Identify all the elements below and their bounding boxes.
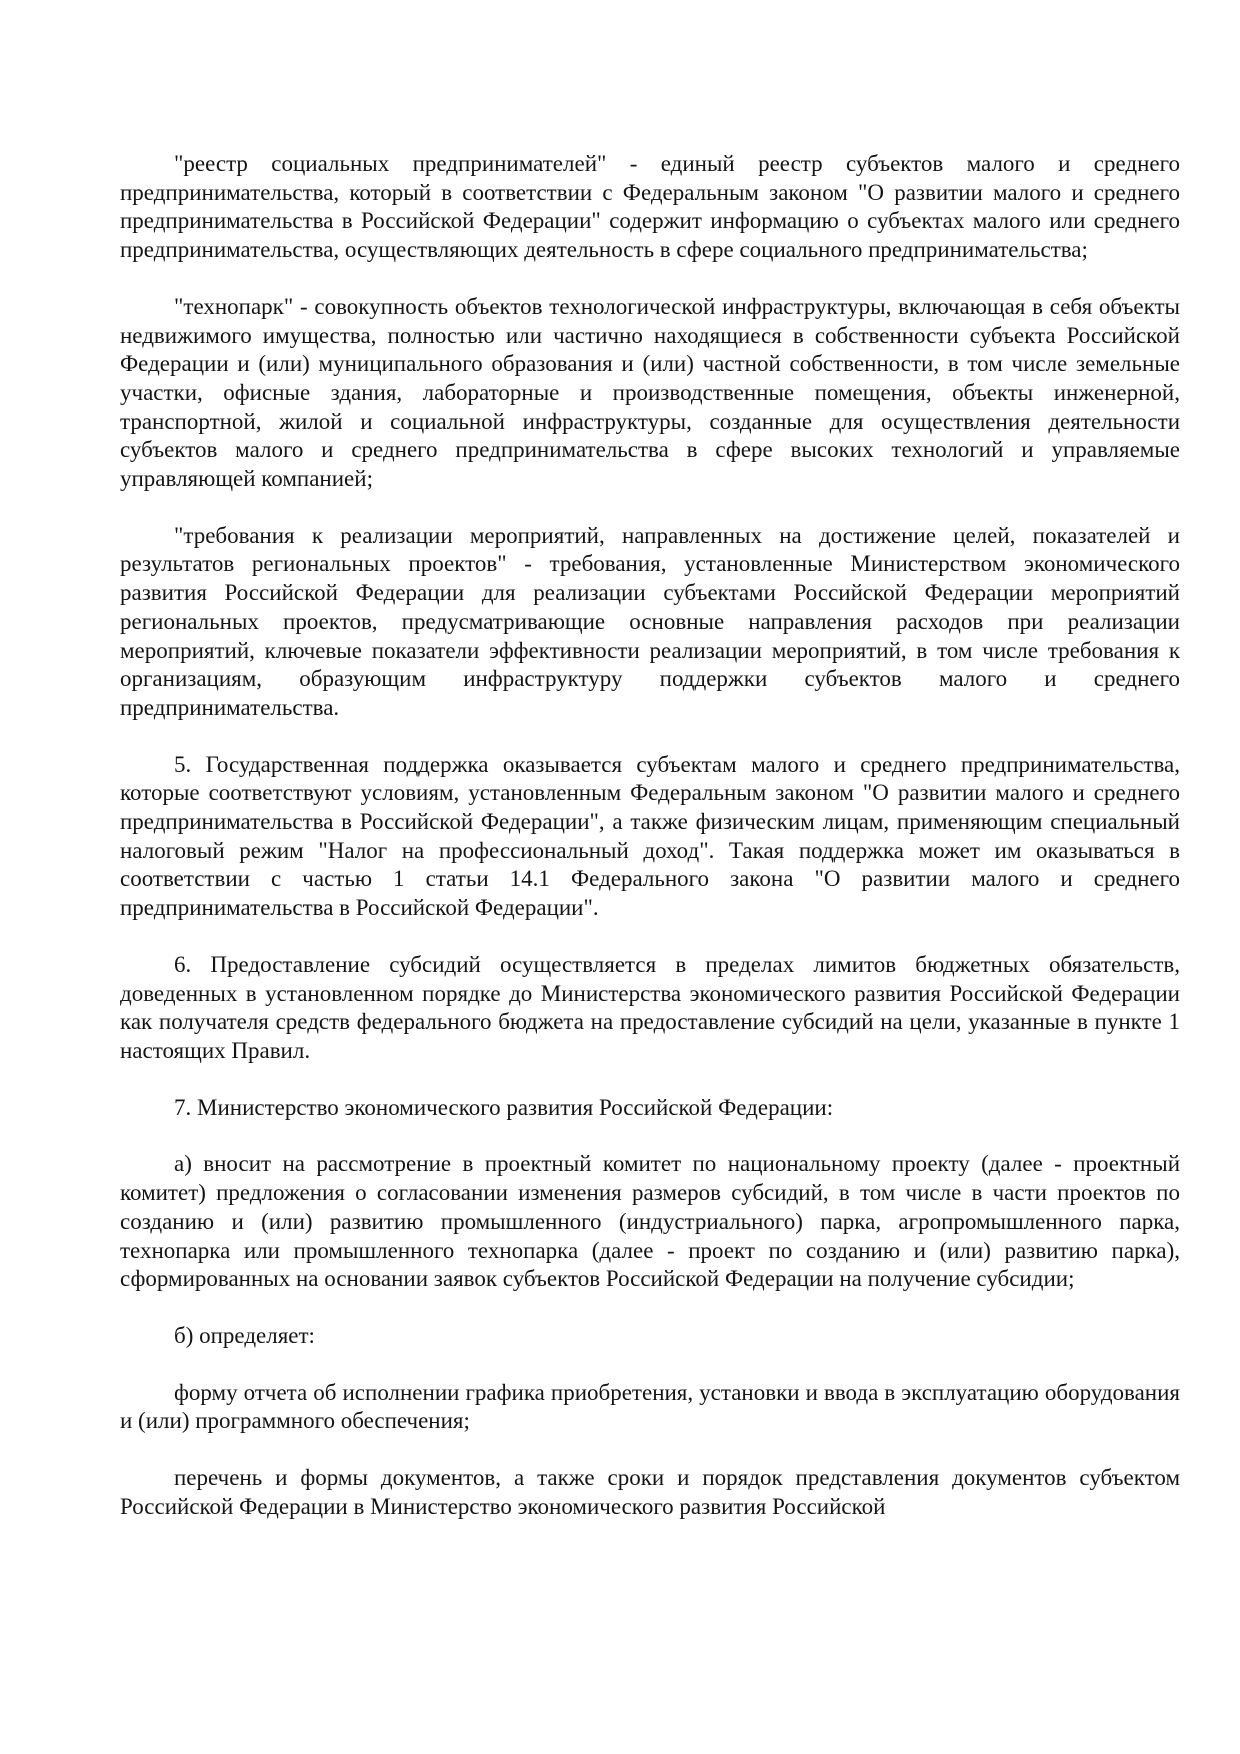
paragraph-subitem-b: б) определяет: xyxy=(174,1322,315,1348)
paragraph-documents-list: перечень и формы документов, а также сроки и порядок представления документов субъектом Российской Федерации в Министерство экономического развития Российской xyxy=(120,1465,1180,1519)
paragraph-technopark-definition: "технопарк" - совокупность объектов технологической инфраструктуры, включающая в себя объекты недвижимого имущества, полностью или частично находящиеся в собственности субъекта Российской Федерации и (или) муниципального образования и (или) частной собственности, в том числе земельные участки, офисные здания, лабораторные и производственные помещения, объекты инженерной, транспортной, жилой и социальной инфраструктуры, созданные для осуществления деятельности субъектов малого и среднего предпринимательства в сфере высоких технологий и управляемые управляющей компанией; xyxy=(120,293,1180,492)
paragraph-item-7: 7. Министерство экономического развития Российской Федерации: xyxy=(174,1094,834,1120)
paragraph-item-6: 6. Предоставление субсидий осуществляется в пределах лимитов бюджетных обязательств, доведенных в установленном порядке до Министерства экономического развития Российской Федерации как получателя средств федерального бюджета на предоставление субсидий на цели, указанные в пункте 1 настоящих Правил. xyxy=(120,951,1180,1063)
paragraph-social-entrepreneurs-registry: "реестр социальных предпринимателей" - единый реестр субъектов малого и среднего предпринимательства, который в соответствии с Федеральным законом "О развитии малого и среднего предпринимательства в Российской Федерации" содержит информацию о субъектах малого или среднего предпринимательства, осуществляющих деятельность в сфере социального предпринимательства; xyxy=(120,151,1180,263)
paragraph-item-5: 5. Государственная поддержка оказывается субъектам малого и среднего предпринимательства, которые соответствуют условиям, установленным Федеральным законом "О развитии малого и среднего предпринимательства в Российской Федерации", а также физическим лицам, применяющим специальный налоговый режим "Налог на профессиональный доход". Такая поддержка может им оказываться в соответствии с частью 1 статьи 14.1 Федерального закона "О развитии малого и среднего предпринимательства в Российской Федерации". xyxy=(120,751,1180,921)
paragraph-report-form: форму отчета об исполнении графика приобретения, установки и ввода в эксплуатацию оборудования и (или) программного обеспечения; xyxy=(120,1379,1180,1434)
paragraph-subitem-a: а) вносит на рассмотрение в проектный комитет по национальному проекту (далее - проектный комитет) предложения о согласовании изменения размеров субсидий, в том числе в части проектов по созданию и (или) развитию промышленного (индустриального) парка, агропромышленного парка, технопарка или промышленного технопарка (далее - проект по созданию и (или) развитию парка), сформированных на основании заявок субъектов Российской Федерации на получение субсидии; xyxy=(120,1151,1180,1292)
paragraph-implementation-requirements: "требования к реализации мероприятий, направленных на достижение целей, показателей и результатов региональных проектов" - требования, установленные Министерством экономического развития Российской Федерации для реализации субъектами Российской Федерации мероприятий региональных проектов, предусматривающие основные направления расходов при реализации мероприятий, ключевые показатели эффективности реализации мероприятий, в том числе требования к организациям, образующим инфраструктуру поддержки субъектов малого и среднего предпринимательства. xyxy=(120,522,1180,720)
document-page xyxy=(120,150,1180,1521)
